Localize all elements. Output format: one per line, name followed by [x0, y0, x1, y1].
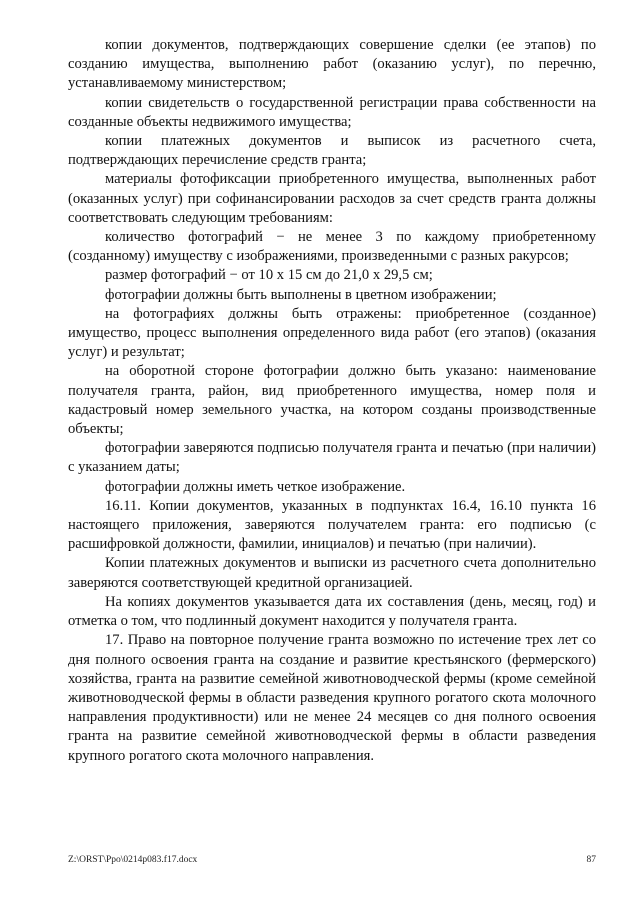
paragraph: материалы фотофиксации приобретенного имущества, выполненных работ (оказанных услуг) при софинансировании расходов за счет средств гранта должны соответствовать следующим требованиям: — [68, 171, 596, 226]
footer-file-path: Z:\ORST\Ppo\0214p083.f17.docx — [68, 855, 198, 865]
page-number: 87 — [586, 855, 596, 865]
paragraph: Копии платежных документов и выписки из расчетного счета дополнительно заверяются соответствующей кредитной организацией. — [68, 555, 596, 591]
paragraph: копии документов, подтверждающих совершение сделки (ее этапов) по созданию имущества, выполнению работ (оказанию услуг), по перечню, устанавливаемому министерством; — [68, 37, 596, 92]
paragraph: 17. Право на повторное получение гранта возможно по истечение трех лет со дня полного освоения гранта на создание и развитие крестьянского (фермерского) хозяйства, гранта на развитие семейной животноводческой фермы (кроме семейной животноводческой фермы в области разведения крупного рогатого скота молочного направления продуктивности) или не менее 24 месяцев со дня полного освоения гранта на развитие семейной животноводческой фермы в области разведения крупного рогатого скота молочного направления. — [68, 632, 596, 764]
paragraph: фотографии должны иметь четкое изображение. — [105, 478, 406, 495]
paragraph: фотографии должны быть выполнены в цветном изображении; — [105, 286, 497, 303]
document-body — [68, 36, 596, 766]
paragraph: 16.11. Копии документов, указанных в подпунктах 16.4, 16.10 пункта 16 настоящего приложения, заверяются получателем гранта: его подписью (с расшифровкой должности, фамилии, инициалов) и печатью (при наличии). — [68, 497, 596, 553]
paragraph: копии платежных документов и выписок из расчетного счета, подтверждающих перечисление средств гранта; — [68, 133, 596, 169]
paragraph: размер фотографий − от 10 х 15 см до 21,0 х 29,5 см; — [105, 267, 433, 284]
paragraph: на фотографиях должны быть отражены: приобретенное (созданное) имущество, процесс выполнения определенного вида работ (его этапов) (оказания услуг) и результат; — [68, 305, 596, 361]
paragraph: фотографии заверяются подписью получателя гранта и печатью (при наличии) с указанием даты; — [68, 440, 596, 476]
paragraph: количество фотографий − не менее 3 по каждому приобретенному (созданному) имуществу с изображениями, произведенными с разных ракурсов; — [68, 229, 596, 265]
paragraph: копии свидетельств о государственной регистрации права собственности на созданные объекты недвижимого имущества; — [68, 94, 596, 130]
paragraph: на оборотной стороне фотографии должно быть указано: наименование получателя гранта, район, вид приобретенного имущества, номер поля и кадастровый номер земельного участка, на котором созданы производственные объекты; — [68, 363, 596, 438]
paragraph: На копиях документов указывается дата их составления (день, месяц, год) и отметка о том, что подлинный документ находится у получателя гранта. — [68, 593, 596, 630]
